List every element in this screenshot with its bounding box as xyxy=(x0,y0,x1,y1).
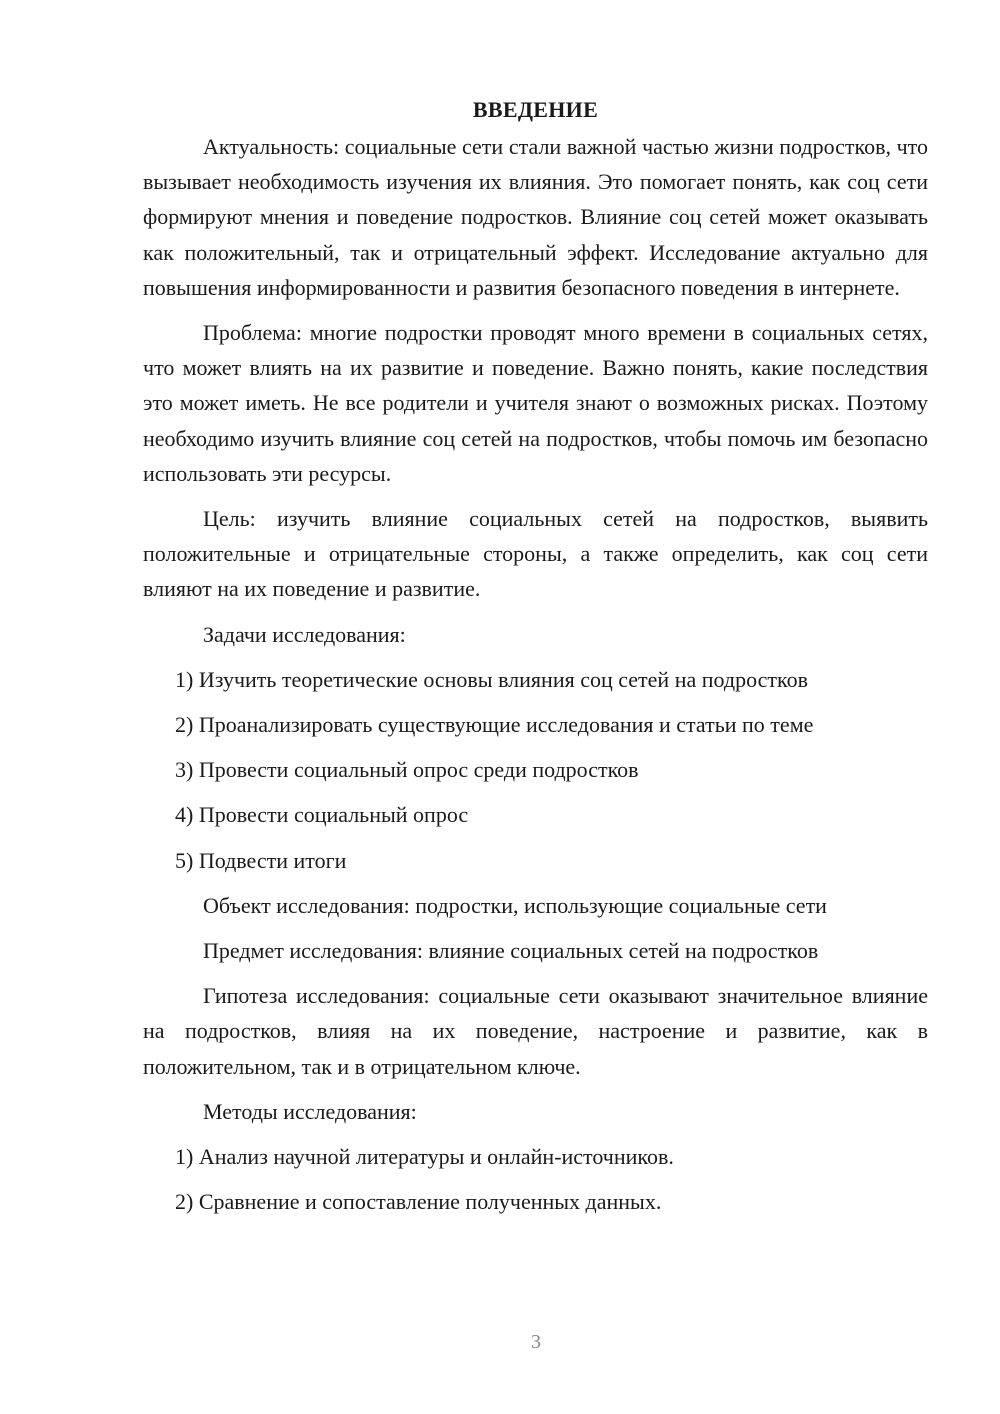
goal-paragraph: Цель: изучить влияние социальных сетей на подростков, выявить положительные и отрицательные стороны, а также определить, как соц сети влияют на их поведение и развитие. xyxy=(143,506,928,602)
document-page xyxy=(143,92,928,1229)
task-item: 5) Подвести итоги xyxy=(175,847,347,873)
relevance-paragraph: Актуальность: социальные сети стали важной частью жизни подростков, что вызывает необходимость изучения их влияния. Это помогает понять, как соц сети формируют мнения и поведение подростков. Влияние соц сетей может оказывать как положительный, так и отрицательный эффект. Исследование актуально для повышения информированности и развития безопасного поведения в интернете. xyxy=(143,134,928,300)
methods-heading: Методы исследования: xyxy=(203,1098,417,1124)
task-item: 2) Проанализировать существующие исследования и статьи по теме xyxy=(175,712,814,738)
problem-paragraph: Проблема: многие подростки проводят много времени в социальных сетях, что может влиять на их развитие и поведение. Важно понять, какие последствия это может иметь. Не все родители и учителя знают о возможных рисках. Поэтому необходимо изучить влияние соц сетей на подростков, чтобы помочь им безопасно использовать эти ресурсы. xyxy=(143,320,928,486)
task-item: 3) Провести социальный опрос среди подростков xyxy=(175,757,639,783)
research-subject: Предмет исследования: влияние социальных сетей на подростков xyxy=(203,938,819,964)
task-item: 1) Изучить теоретические основы влияния соц сетей на подростков xyxy=(175,666,808,692)
task-item: 4) Провести социальный опрос xyxy=(175,802,469,828)
hypothesis-paragraph: Гипотеза исследования: социальные сети оказывают значительное влияние на подростков, влияя на их поведение, настроение и развитие, как в положительном, так и в отрицательном ключе. xyxy=(143,983,928,1079)
tasks-heading: Задачи исследования: xyxy=(203,621,406,647)
method-item: 2) Сравнение и сопоставление полученных данных. xyxy=(175,1189,662,1215)
page-title: ВВЕДЕНИЕ xyxy=(472,97,599,122)
research-object: Объект исследования: подростки, использующие социальные сети xyxy=(203,892,827,918)
page-number: 3 xyxy=(531,1331,541,1353)
method-item: 1) Анализ научной литературы и онлайн-источников. xyxy=(175,1144,674,1170)
